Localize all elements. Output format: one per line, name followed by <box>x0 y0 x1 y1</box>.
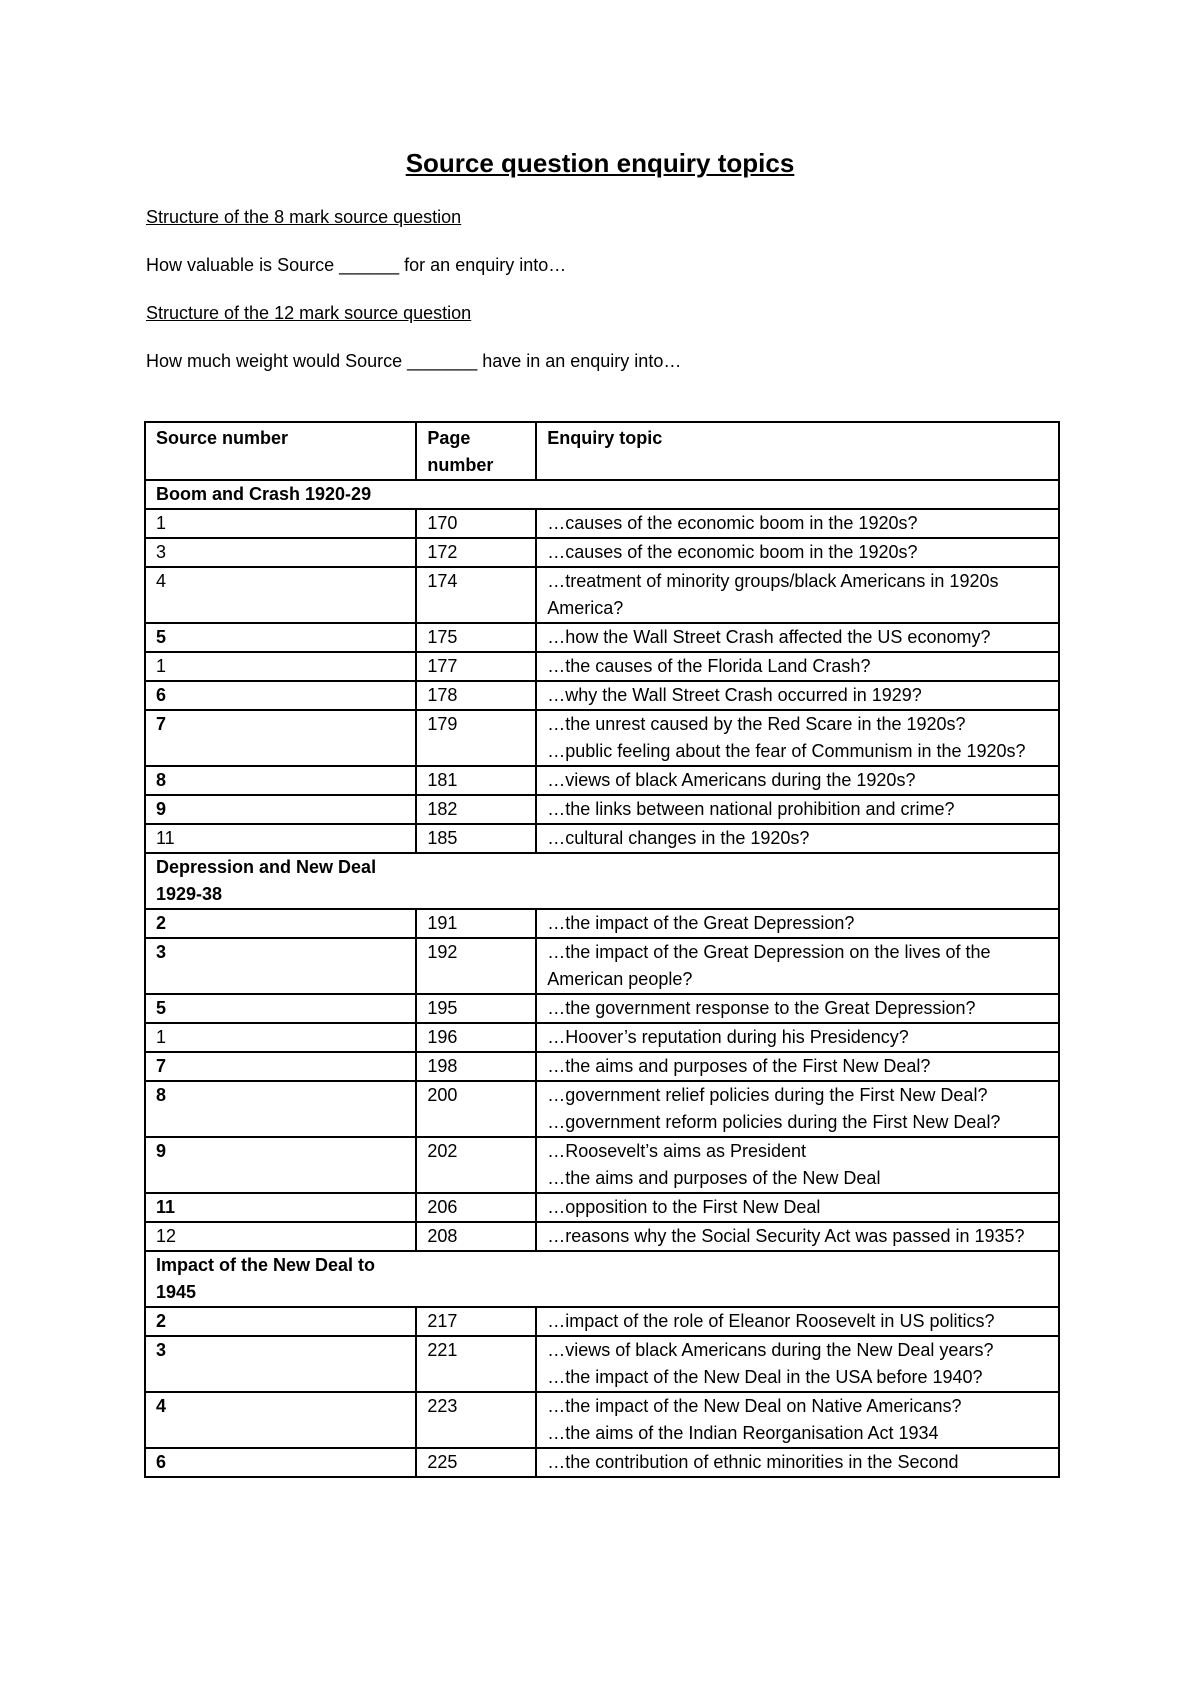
section-title-cell <box>145 480 1059 509</box>
enquiry-topic-text: …government relief policies during the First New Deal? <box>547 1085 988 1105</box>
enquiry-topic-cell <box>536 509 1059 538</box>
enquiry-topic-text: …opposition to the First New Deal <box>547 1197 821 1217</box>
page-number-cell: 174 <box>416 567 536 623</box>
page-number-cell: 206 <box>416 1193 536 1222</box>
enquiry-topic-text: …the aims of the Indian Reorganisation Act 1934 <box>547 1423 939 1443</box>
heading-12-mark: Structure of the 12 mark source question <box>146 303 472 323</box>
enquiry-topic-text: …how the Wall Street Crash affected the US economy? <box>547 627 991 647</box>
page-number-cell: 177 <box>416 652 536 681</box>
enquiry-topic-text: …the unrest caused by the Red Scare in the 1920s? <box>547 714 966 734</box>
page-number-cell: 217 <box>416 1307 536 1336</box>
enquiry-topic-cell <box>536 795 1059 824</box>
enquiry-topic-text: …Hoover’s reputation during his Presidency? <box>547 1027 909 1047</box>
table-row <box>145 1336 1059 1392</box>
enquiry-topic-cell <box>536 1448 1059 1477</box>
enquiry-topic-text: …the impact of the New Deal on Native Americans? <box>547 1396 962 1416</box>
source-number-cell: 11 <box>145 824 416 853</box>
section-row <box>145 853 1059 909</box>
enquiry-topic-cell <box>536 623 1059 652</box>
table-row <box>145 994 1059 1023</box>
page-number-cell: 225 <box>416 1448 536 1477</box>
enquiry-topic-cell <box>536 994 1059 1023</box>
enquiry-topic-text: …the contribution of ethnic minorities in the Second <box>547 1452 959 1472</box>
table-row <box>145 1448 1059 1477</box>
table-row <box>145 1023 1059 1052</box>
page-number-cell: 175 <box>416 623 536 652</box>
section-title-cell <box>145 1251 1059 1307</box>
enquiry-topic-cell <box>536 538 1059 567</box>
source-number-cell: 9 <box>145 1137 416 1193</box>
page-number-cell: 170 <box>416 509 536 538</box>
source-number-cell: 2 <box>145 1307 416 1336</box>
enquiry-topic-cell <box>536 1081 1059 1137</box>
source-number-cell: 1 <box>145 652 416 681</box>
enquiry-topic-text: …Roosevelt’s aims as President <box>547 1141 807 1161</box>
enquiry-topic-cell <box>536 1052 1059 1081</box>
table-row <box>145 766 1059 795</box>
enquiry-topic-cell <box>536 1336 1059 1392</box>
source-number-cell: 2 <box>145 909 416 938</box>
source-number-cell: 5 <box>145 994 416 1023</box>
heading-8-mark: Structure of the 8 mark source question <box>146 207 462 227</box>
section-title-cell <box>145 853 1059 909</box>
enquiry-topic-text: …the aims and purposes of the First New Deal? <box>547 1056 931 1076</box>
section-row <box>145 1251 1059 1307</box>
enquiry-topic-text: …causes of the economic boom in the 1920s? <box>547 542 918 562</box>
enquiry-topic-text: …the impact of the New Deal in the USA before 1940? <box>547 1367 983 1387</box>
page-number-cell: 192 <box>416 938 536 994</box>
page-number-cell: 208 <box>416 1222 536 1251</box>
table-row <box>145 909 1059 938</box>
source-number-cell: 4 <box>145 567 416 623</box>
enquiry-topic-cell <box>536 1392 1059 1448</box>
enquiry-topic-cell <box>536 1193 1059 1222</box>
table-row <box>145 938 1059 994</box>
enquiry-topic-text: …public feeling about the fear of Communism in the 1920s? <box>547 741 1026 761</box>
header-page-number: Page number <box>416 422 536 480</box>
table-row <box>145 1052 1059 1081</box>
page-number-cell: 182 <box>416 795 536 824</box>
enquiry-topic-cell <box>536 909 1059 938</box>
page-number-cell: 200 <box>416 1081 536 1137</box>
enquiry-topic-text: …the government response to the Great Depression? <box>547 998 976 1018</box>
table-row <box>145 1137 1059 1193</box>
source-number-cell: 3 <box>145 1336 416 1392</box>
enquiry-topic-cell <box>536 710 1059 766</box>
table-row <box>145 538 1059 567</box>
enquiry-topic-cell <box>536 1307 1059 1336</box>
page-number-cell: 179 <box>416 710 536 766</box>
section-title: Depression and New Deal 1929-38 <box>156 857 377 904</box>
page-number-cell: 191 <box>416 909 536 938</box>
source-number-cell: 1 <box>145 509 416 538</box>
header-source-number: Source number <box>145 422 416 480</box>
enquiry-topics-table <box>144 421 1060 1478</box>
table-body <box>145 480 1059 1477</box>
page-number-cell: 198 <box>416 1052 536 1081</box>
page-number-cell: 202 <box>416 1137 536 1193</box>
enquiry-topic-cell <box>536 1137 1059 1193</box>
source-number-cell: 3 <box>145 538 416 567</box>
enquiry-topic-text: …treatment of minority groups/black Americans in 1920s America? <box>547 571 999 618</box>
enquiry-topic-text: …why the Wall Street Crash occurred in 1929? <box>547 685 922 705</box>
enquiry-topic-text: …the impact of the Great Depression on the lives of the American people? <box>547 942 991 989</box>
source-number-cell: 7 <box>145 1052 416 1081</box>
enquiry-topic-text: …causes of the economic boom in the 1920s? <box>547 513 918 533</box>
enquiry-topic-cell <box>536 567 1059 623</box>
page-number-cell: 223 <box>416 1392 536 1448</box>
table-row <box>145 795 1059 824</box>
table-row <box>145 652 1059 681</box>
enquiry-topic-cell <box>536 1023 1059 1052</box>
source-number-cell: 6 <box>145 681 416 710</box>
source-number-cell: 12 <box>145 1222 416 1251</box>
page-number-cell: 172 <box>416 538 536 567</box>
enquiry-topic-text: …the aims and purposes of the New Deal <box>547 1168 881 1188</box>
enquiry-topic-text: …the impact of the Great Depression? <box>547 913 855 933</box>
section-title: Boom and Crash 1920-29 <box>156 484 372 504</box>
section-title: Impact of the New Deal to 1945 <box>156 1255 376 1302</box>
table-row <box>145 824 1059 853</box>
table-row <box>145 623 1059 652</box>
question-stem-12-mark: How much weight would Source _______ have in an enquiry into… <box>146 351 682 371</box>
enquiry-topic-cell <box>536 652 1059 681</box>
enquiry-topic-text: …the links between national prohibition and crime? <box>547 799 955 819</box>
page-number-cell: 221 <box>416 1336 536 1392</box>
page-number-cell: 195 <box>416 994 536 1023</box>
page-number-cell: 178 <box>416 681 536 710</box>
table-row <box>145 1392 1059 1448</box>
page-number-cell: 181 <box>416 766 536 795</box>
enquiry-topic-text: …the causes of the Florida Land Crash? <box>547 656 871 676</box>
source-number-cell: 1 <box>145 1023 416 1052</box>
enquiry-topic-cell <box>536 824 1059 853</box>
table-header-row <box>145 422 1059 480</box>
source-number-cell: 8 <box>145 766 416 795</box>
table-row <box>145 1307 1059 1336</box>
table-row <box>145 1222 1059 1251</box>
source-number-cell: 9 <box>145 795 416 824</box>
enquiry-topic-cell <box>536 766 1059 795</box>
source-number-cell: 5 <box>145 623 416 652</box>
enquiry-topic-text: …cultural changes in the 1920s? <box>547 828 810 848</box>
enquiry-topic-text: …views of black Americans during the 1920s? <box>547 770 916 790</box>
page-number-cell: 185 <box>416 824 536 853</box>
source-number-cell: 6 <box>145 1448 416 1477</box>
header-enquiry-topic: Enquiry topic <box>536 422 1059 480</box>
table-row <box>145 567 1059 623</box>
source-number-cell: 8 <box>145 1081 416 1137</box>
enquiry-topic-text: …government reform policies during the First New Deal? <box>547 1112 1001 1132</box>
enquiry-topic-text: …impact of the role of Eleanor Roosevelt in US politics? <box>547 1311 995 1331</box>
question-stem-8-mark: How valuable is Source ______ for an enquiry into… <box>146 255 567 275</box>
enquiry-topic-text: …views of black Americans during the New Deal years? <box>547 1340 994 1360</box>
enquiry-topic-text: …reasons why the Social Security Act was passed in 1935? <box>547 1226 1025 1246</box>
enquiry-topic-cell <box>536 681 1059 710</box>
table-row <box>145 509 1059 538</box>
enquiry-topic-cell <box>536 1222 1059 1251</box>
source-number-cell: 3 <box>145 938 416 994</box>
page-number-cell: 196 <box>416 1023 536 1052</box>
enquiry-topic-cell <box>536 938 1059 994</box>
table-row <box>145 681 1059 710</box>
table-row <box>145 1193 1059 1222</box>
page-title: Source question enquiry topics <box>405 148 795 178</box>
source-number-cell: 4 <box>145 1392 416 1448</box>
section-row <box>145 480 1059 509</box>
source-number-cell: 7 <box>145 710 416 766</box>
table-row <box>145 1081 1059 1137</box>
source-number-cell: 11 <box>145 1193 416 1222</box>
table-row <box>145 710 1059 766</box>
